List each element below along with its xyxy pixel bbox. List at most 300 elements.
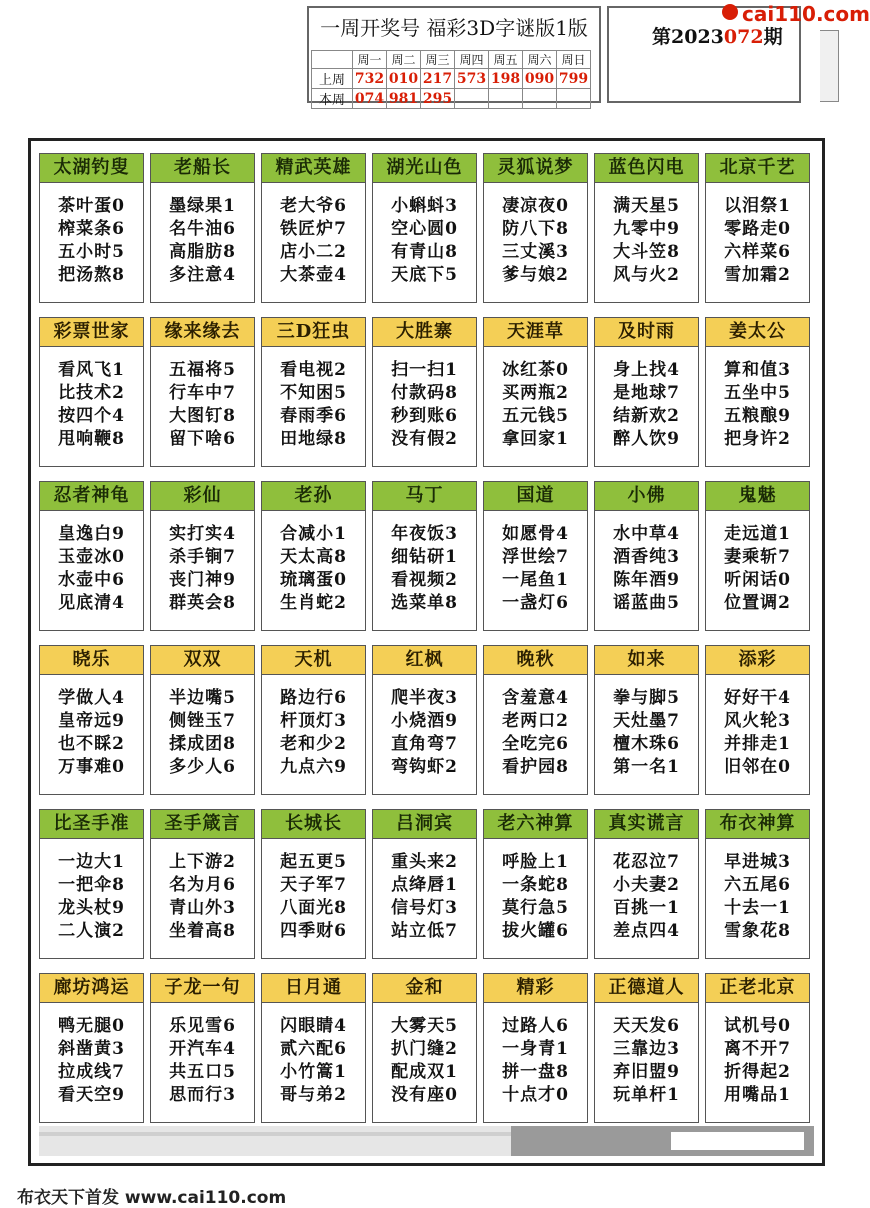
riddle-line: 老和少2 <box>280 734 347 754</box>
riddle-line: 路边行6 <box>280 688 347 708</box>
riddle-line: 天子军7 <box>280 875 347 895</box>
riddle-line: 杆顶灯3 <box>280 711 347 731</box>
riddle-line: 离不开7 <box>724 1039 791 1059</box>
period-suffix: 期 <box>763 26 783 48</box>
riddle-line: 五小时5 <box>58 242 125 262</box>
riddle-line: 店小二2 <box>280 242 347 262</box>
riddle-line: 折得起2 <box>724 1062 791 1082</box>
riddle-line: 扫一扫1 <box>391 360 458 380</box>
riddle-line: 水中草4 <box>613 524 680 544</box>
riddle-card <box>483 317 588 467</box>
card-author-title: 鬼魅 <box>706 482 809 511</box>
riddle-line: 坐着高8 <box>169 921 236 941</box>
day-header-row <box>312 51 591 69</box>
card-author-title: 老六神算 <box>484 810 587 839</box>
riddle-line: 田地绿8 <box>280 429 347 449</box>
riddle-line: 起五更5 <box>280 852 347 872</box>
card-body <box>706 839 809 943</box>
riddle-line: 早进城3 <box>724 852 791 872</box>
last-week-label: 上周 <box>312 69 353 89</box>
riddle-line: 是地球7 <box>613 383 680 403</box>
draw-number: 295 <box>421 89 455 109</box>
riddle-line: 看视频2 <box>391 570 458 590</box>
riddle-line: 差点四4 <box>613 921 680 941</box>
card-body <box>262 675 365 779</box>
riddle-line: 买两瓶2 <box>502 383 569 403</box>
riddle-card <box>39 973 144 1123</box>
riddle-line: 贰六配6 <box>280 1039 347 1059</box>
riddle-line: 弃旧盟9 <box>613 1062 680 1082</box>
card-body <box>373 839 476 943</box>
riddle-line: 拉成线7 <box>58 1062 125 1082</box>
riddle-line: 榨菜条6 <box>58 219 125 239</box>
card-body <box>373 183 476 287</box>
card-author-title: 正德道人 <box>595 974 698 1003</box>
riddle-line: 实打实4 <box>169 524 236 544</box>
card-body <box>40 347 143 451</box>
draw-number: 573 <box>455 69 489 89</box>
riddle-line: 五福将5 <box>169 360 236 380</box>
card-body <box>595 675 698 779</box>
card-author-title: 灵狐说梦 <box>484 154 587 183</box>
card-body <box>262 511 365 615</box>
last-week-row <box>312 69 591 89</box>
card-author-title: 湖光山色 <box>373 154 476 183</box>
riddle-line: 位置调2 <box>724 593 791 613</box>
riddle-line: 甩响鞭8 <box>58 429 125 449</box>
riddle-line: 天天发6 <box>613 1016 680 1036</box>
riddle-line: 六五尾6 <box>724 875 791 895</box>
riddle-line: 满天星5 <box>613 196 680 216</box>
riddle-card <box>150 317 255 467</box>
period-prefix: 第2023 <box>652 26 724 48</box>
riddle-line: 大斗笠8 <box>613 242 680 262</box>
riddle-line: 陈年酒9 <box>613 570 680 590</box>
day-label: 周日 <box>557 51 591 69</box>
card-author-title: 比圣手准 <box>40 810 143 839</box>
this-week-row <box>312 89 591 109</box>
riddle-line: 看电视2 <box>280 360 347 380</box>
day-label: 周一 <box>353 51 387 69</box>
riddle-line: 也不睬2 <box>58 734 125 754</box>
riddle-line: 玉壶冰0 <box>58 547 125 567</box>
riddle-line: 冰红茶0 <box>502 360 569 380</box>
riddle-line: 小竹篙1 <box>280 1062 347 1082</box>
riddle-line: 三丈溪3 <box>502 242 569 262</box>
draw-number: 799 <box>557 69 591 89</box>
riddle-line: 哥与弟2 <box>280 1085 347 1105</box>
riddle-line: 一尾鱼1 <box>502 570 569 590</box>
riddle-line: 十去一1 <box>724 898 791 918</box>
riddle-line: 比技术2 <box>58 383 125 403</box>
card-author-title: 双双 <box>151 646 254 675</box>
riddle-line: 五粮酿9 <box>724 406 791 426</box>
riddle-card <box>372 317 477 467</box>
riddle-line: 空心圆0 <box>391 219 458 239</box>
riddle-card <box>594 153 699 303</box>
riddle-line: 看天空9 <box>58 1085 125 1105</box>
riddle-line: 过路人6 <box>502 1016 569 1036</box>
draw-number: 074 <box>353 89 387 109</box>
riddle-line: 旧邻在0 <box>724 757 791 777</box>
riddle-line: 看护园8 <box>502 757 569 777</box>
card-body <box>40 511 143 615</box>
riddle-line: 斜凿黄3 <box>58 1039 125 1059</box>
riddle-card <box>483 973 588 1123</box>
riddle-line: 茶叶蛋0 <box>58 196 125 216</box>
riddle-line: 小烧酒9 <box>391 711 458 731</box>
riddle-line: 算和值3 <box>724 360 791 380</box>
card-author-title: 添彩 <box>706 646 809 675</box>
card-body <box>151 183 254 287</box>
riddle-line: 醉人饮9 <box>613 429 680 449</box>
period-number: 072 <box>723 26 764 48</box>
riddle-line: 风与火2 <box>613 265 680 285</box>
riddle-line: 天底下5 <box>391 265 458 285</box>
card-body <box>706 1003 809 1107</box>
card-body <box>373 347 476 451</box>
riddle-line: 一条蛇8 <box>502 875 569 895</box>
card-author-title: 缘来缘去 <box>151 318 254 347</box>
riddle-line: 秒到账6 <box>391 406 458 426</box>
riddle-line: 龙头杖9 <box>58 898 125 918</box>
riddle-line: 把汤熬8 <box>58 265 125 285</box>
riddle-line: 大雾天5 <box>391 1016 458 1036</box>
riddle-card <box>261 153 366 303</box>
riddle-line: 妻乘斩7 <box>724 547 791 567</box>
card-author-title: 晚秋 <box>484 646 587 675</box>
riddle-card <box>594 809 699 959</box>
card-body <box>706 183 809 287</box>
this-week-label: 本周 <box>312 89 353 109</box>
riddle-line: 看风飞1 <box>58 360 125 380</box>
riddle-line: 用嘴品1 <box>724 1085 791 1105</box>
card-body <box>40 183 143 287</box>
card-author-title: 金和 <box>373 974 476 1003</box>
riddle-line: 思而行3 <box>169 1085 236 1105</box>
riddle-line: 含羞意4 <box>502 688 569 708</box>
card-author-title: 圣手箴言 <box>151 810 254 839</box>
card-author-title: 小佛 <box>595 482 698 511</box>
card-body <box>373 1003 476 1107</box>
riddle-line: 生肖蛇2 <box>280 593 347 613</box>
card-author-title: 天涯草 <box>484 318 587 347</box>
riddle-line: 十点才0 <box>502 1085 569 1105</box>
riddle-line: 试机号0 <box>724 1016 791 1036</box>
card-body <box>151 675 254 779</box>
riddle-card <box>372 645 477 795</box>
riddle-line: 一盏灯6 <box>502 593 569 613</box>
card-body <box>484 1003 587 1107</box>
day-label: 周二 <box>387 51 421 69</box>
riddle-line: 点绛唇1 <box>391 875 458 895</box>
card-author-title: 彩票世家 <box>40 318 143 347</box>
riddle-line: 百挑一1 <box>613 898 680 918</box>
corner-cell <box>312 51 353 69</box>
site-logo[interactable] <box>722 0 870 28</box>
weekly-draw-panel <box>307 6 601 108</box>
riddle-line: 扒门缝2 <box>391 1039 458 1059</box>
card-author-title: 蓝色闪电 <box>595 154 698 183</box>
riddle-line: 天灶墨7 <box>613 711 680 731</box>
riddle-line: 浮世绘7 <box>502 547 569 567</box>
riddle-line: 侧锉玉7 <box>169 711 236 731</box>
card-body <box>595 511 698 615</box>
riddle-card <box>261 973 366 1123</box>
riddle-line: 没有假2 <box>391 429 458 449</box>
bottom-bar-white <box>671 1132 804 1150</box>
riddle-line: 走远道1 <box>724 524 791 544</box>
card-body <box>151 839 254 943</box>
draw-number <box>557 89 591 109</box>
footer-credit: 布衣天下首发 www.cai110.com <box>17 1188 287 1208</box>
riddle-line: 拿回家1 <box>502 429 569 449</box>
riddle-line: 重头来2 <box>391 852 458 872</box>
riddle-card <box>483 153 588 303</box>
riddle-line: 八面光8 <box>280 898 347 918</box>
riddle-card <box>150 645 255 795</box>
riddle-line: 一把伞8 <box>58 875 125 895</box>
riddle-line: 水壶中6 <box>58 570 125 590</box>
riddle-line: 站立低7 <box>391 921 458 941</box>
riddle-line: 防八下8 <box>502 219 569 239</box>
draw-number: 090 <box>523 69 557 89</box>
riddle-line: 见底清4 <box>58 593 125 613</box>
card-body <box>40 675 143 779</box>
board-bottom-bar <box>39 1126 814 1156</box>
riddle-line: 行车中7 <box>169 383 236 403</box>
riddle-line: 六样菜6 <box>724 242 791 262</box>
card-body <box>595 183 698 287</box>
riddle-line: 凄凉夜0 <box>502 196 569 216</box>
card-body <box>706 675 809 779</box>
card-body <box>40 839 143 943</box>
card-author-title: 廊坊鸿运 <box>40 974 143 1003</box>
riddle-card <box>261 645 366 795</box>
riddle-line: 铁匠炉7 <box>280 219 347 239</box>
card-body <box>262 1003 365 1107</box>
card-author-title: 吕洞宾 <box>373 810 476 839</box>
riddle-card <box>483 645 588 795</box>
riddle-card <box>372 481 477 631</box>
day-label: 周三 <box>421 51 455 69</box>
card-body <box>706 347 809 451</box>
riddle-card <box>39 153 144 303</box>
riddle-line: 全吃完6 <box>502 734 569 754</box>
card-body <box>40 1003 143 1107</box>
riddle-card <box>39 481 144 631</box>
riddle-card <box>372 153 477 303</box>
card-author-title: 姜太公 <box>706 318 809 347</box>
riddle-line: 小蝌蚪3 <box>391 196 458 216</box>
riddle-line: 爬半夜3 <box>391 688 458 708</box>
riddle-line: 零路走0 <box>724 219 791 239</box>
riddle-line: 四季财6 <box>280 921 347 941</box>
riddle-line: 青山外3 <box>169 898 236 918</box>
riddle-line: 九零中9 <box>613 219 680 239</box>
card-author-title: 天机 <box>262 646 365 675</box>
riddle-line: 皇帝远9 <box>58 711 125 731</box>
card-author-title: 精彩 <box>484 974 587 1003</box>
draw-number <box>523 89 557 109</box>
riddle-card <box>372 973 477 1123</box>
riddle-line: 年夜饭3 <box>391 524 458 544</box>
riddle-line: 莫行急5 <box>502 898 569 918</box>
riddle-line: 细钻研1 <box>391 547 458 567</box>
riddle-line: 开汽车4 <box>169 1039 236 1059</box>
riddle-line: 有青山8 <box>391 242 458 262</box>
riddle-line: 檀木珠6 <box>613 734 680 754</box>
card-author-title: 真实谎言 <box>595 810 698 839</box>
riddle-line: 多注意4 <box>169 265 236 285</box>
riddle-line: 群英会8 <box>169 593 236 613</box>
riddle-line: 如愿骨4 <box>502 524 569 544</box>
riddle-line: 选菜单8 <box>391 593 458 613</box>
card-body <box>484 675 587 779</box>
riddle-line: 大茶壶4 <box>280 265 347 285</box>
riddle-line: 好好干4 <box>724 688 791 708</box>
riddle-card <box>261 317 366 467</box>
card-author-title: 彩仙 <box>151 482 254 511</box>
card-author-title: 日月通 <box>262 974 365 1003</box>
riddle-line: 花忍泣7 <box>613 852 680 872</box>
decorative-strip <box>820 30 839 102</box>
riddle-line: 并排走1 <box>724 734 791 754</box>
riddle-line: 拔火罐6 <box>502 921 569 941</box>
draw-number <box>455 89 489 109</box>
card-body <box>484 183 587 287</box>
draw-number <box>489 89 523 109</box>
card-body <box>373 675 476 779</box>
riddle-line: 拼一盘8 <box>502 1062 569 1082</box>
riddle-line: 爹与娘2 <box>502 265 569 285</box>
card-author-title: 及时雨 <box>595 318 698 347</box>
riddle-line: 谣蓝曲5 <box>613 593 680 613</box>
riddle-card <box>261 809 366 959</box>
riddle-line: 弯钩虾2 <box>391 757 458 777</box>
riddle-line: 皇逸白9 <box>58 524 125 544</box>
riddle-line: 酒香纯3 <box>613 547 680 567</box>
weekly-draw-table <box>311 50 591 109</box>
card-author-title: 子龙一句 <box>151 974 254 1003</box>
logo-mark-icon <box>722 4 738 20</box>
card-body <box>484 511 587 615</box>
riddle-line: 半边嘴5 <box>169 688 236 708</box>
site-logo-text: cai110.com <box>742 2 870 26</box>
riddle-line: 以泪祭1 <box>724 196 791 216</box>
weekly-draw-title: 一周开奖号 福彩3D字谜版1版 <box>320 16 588 40</box>
card-author-title: 晓乐 <box>40 646 143 675</box>
riddle-board <box>28 138 825 1166</box>
riddle-card <box>150 809 255 959</box>
riddle-line: 多少人6 <box>169 757 236 777</box>
riddle-line: 直角弯7 <box>391 734 458 754</box>
card-author-title: 精武英雄 <box>262 154 365 183</box>
riddle-line: 不知困5 <box>280 383 347 403</box>
riddle-card <box>705 317 810 467</box>
riddle-line: 学做人4 <box>58 688 125 708</box>
riddle-line: 一边大1 <box>58 852 125 872</box>
riddle-line: 拳与脚5 <box>613 688 680 708</box>
card-author-title: 如来 <box>595 646 698 675</box>
card-author-title: 正老北京 <box>706 974 809 1003</box>
riddle-line: 高脂肪8 <box>169 242 236 262</box>
day-label: 周六 <box>523 51 557 69</box>
riddle-line: 五坐中5 <box>724 383 791 403</box>
riddle-line: 没有座0 <box>391 1085 458 1105</box>
card-author-title: 老孙 <box>262 482 365 511</box>
card-author-title: 老船长 <box>151 154 254 183</box>
riddle-card <box>150 481 255 631</box>
card-body <box>595 1003 698 1107</box>
riddle-line: 鸭无腿0 <box>58 1016 125 1036</box>
card-body <box>262 183 365 287</box>
card-author-title: 布衣神算 <box>706 810 809 839</box>
riddle-line: 丧门神9 <box>169 570 236 590</box>
card-author-title: 北京千艺 <box>706 154 809 183</box>
card-body <box>595 347 698 451</box>
card-body <box>595 839 698 943</box>
riddle-line: 信号灯3 <box>391 898 458 918</box>
card-author-title: 三D狂虫 <box>262 318 365 347</box>
riddle-line: 合减小1 <box>280 524 347 544</box>
card-body <box>484 347 587 451</box>
riddle-line: 五元钱5 <box>502 406 569 426</box>
riddle-line: 二人演2 <box>58 921 125 941</box>
draw-number: 981 <box>387 89 421 109</box>
riddle-line: 呼脸上1 <box>502 852 569 872</box>
riddle-card <box>39 809 144 959</box>
card-body <box>706 511 809 615</box>
riddle-line: 三靠边3 <box>613 1039 680 1059</box>
riddle-line: 留下啥6 <box>169 429 236 449</box>
riddle-card <box>372 809 477 959</box>
draw-number: 217 <box>421 69 455 89</box>
riddle-line: 结新欢2 <box>613 406 680 426</box>
riddle-card <box>705 153 810 303</box>
riddle-card <box>705 645 810 795</box>
riddle-card <box>594 645 699 795</box>
card-body <box>373 511 476 615</box>
day-label: 周五 <box>489 51 523 69</box>
card-body <box>151 1003 254 1107</box>
riddle-card <box>483 481 588 631</box>
riddle-card <box>261 481 366 631</box>
day-label: 周四 <box>455 51 489 69</box>
riddle-card <box>705 809 810 959</box>
riddle-line: 名牛油6 <box>169 219 236 239</box>
riddle-line: 上下游2 <box>169 852 236 872</box>
card-author-title: 太湖钓叟 <box>40 154 143 183</box>
card-body <box>151 347 254 451</box>
riddle-line: 老两口2 <box>502 711 569 731</box>
riddle-line: 雪象花8 <box>724 921 791 941</box>
riddle-line: 春雨季6 <box>280 406 347 426</box>
riddle-line: 配成双1 <box>391 1062 458 1082</box>
riddle-line: 揉成团8 <box>169 734 236 754</box>
card-author-title: 大胜寨 <box>373 318 476 347</box>
riddle-line: 付款码8 <box>391 383 458 403</box>
riddle-line: 身上找4 <box>613 360 680 380</box>
card-body <box>262 839 365 943</box>
riddle-line: 风火轮3 <box>724 711 791 731</box>
riddle-line: 天太高8 <box>280 547 347 567</box>
riddle-line: 名为月6 <box>169 875 236 895</box>
card-author-title: 长城长 <box>262 810 365 839</box>
riddle-line: 九点六9 <box>280 757 347 777</box>
riddle-line: 第一名1 <box>613 757 680 777</box>
riddle-line: 小夫妻2 <box>613 875 680 895</box>
